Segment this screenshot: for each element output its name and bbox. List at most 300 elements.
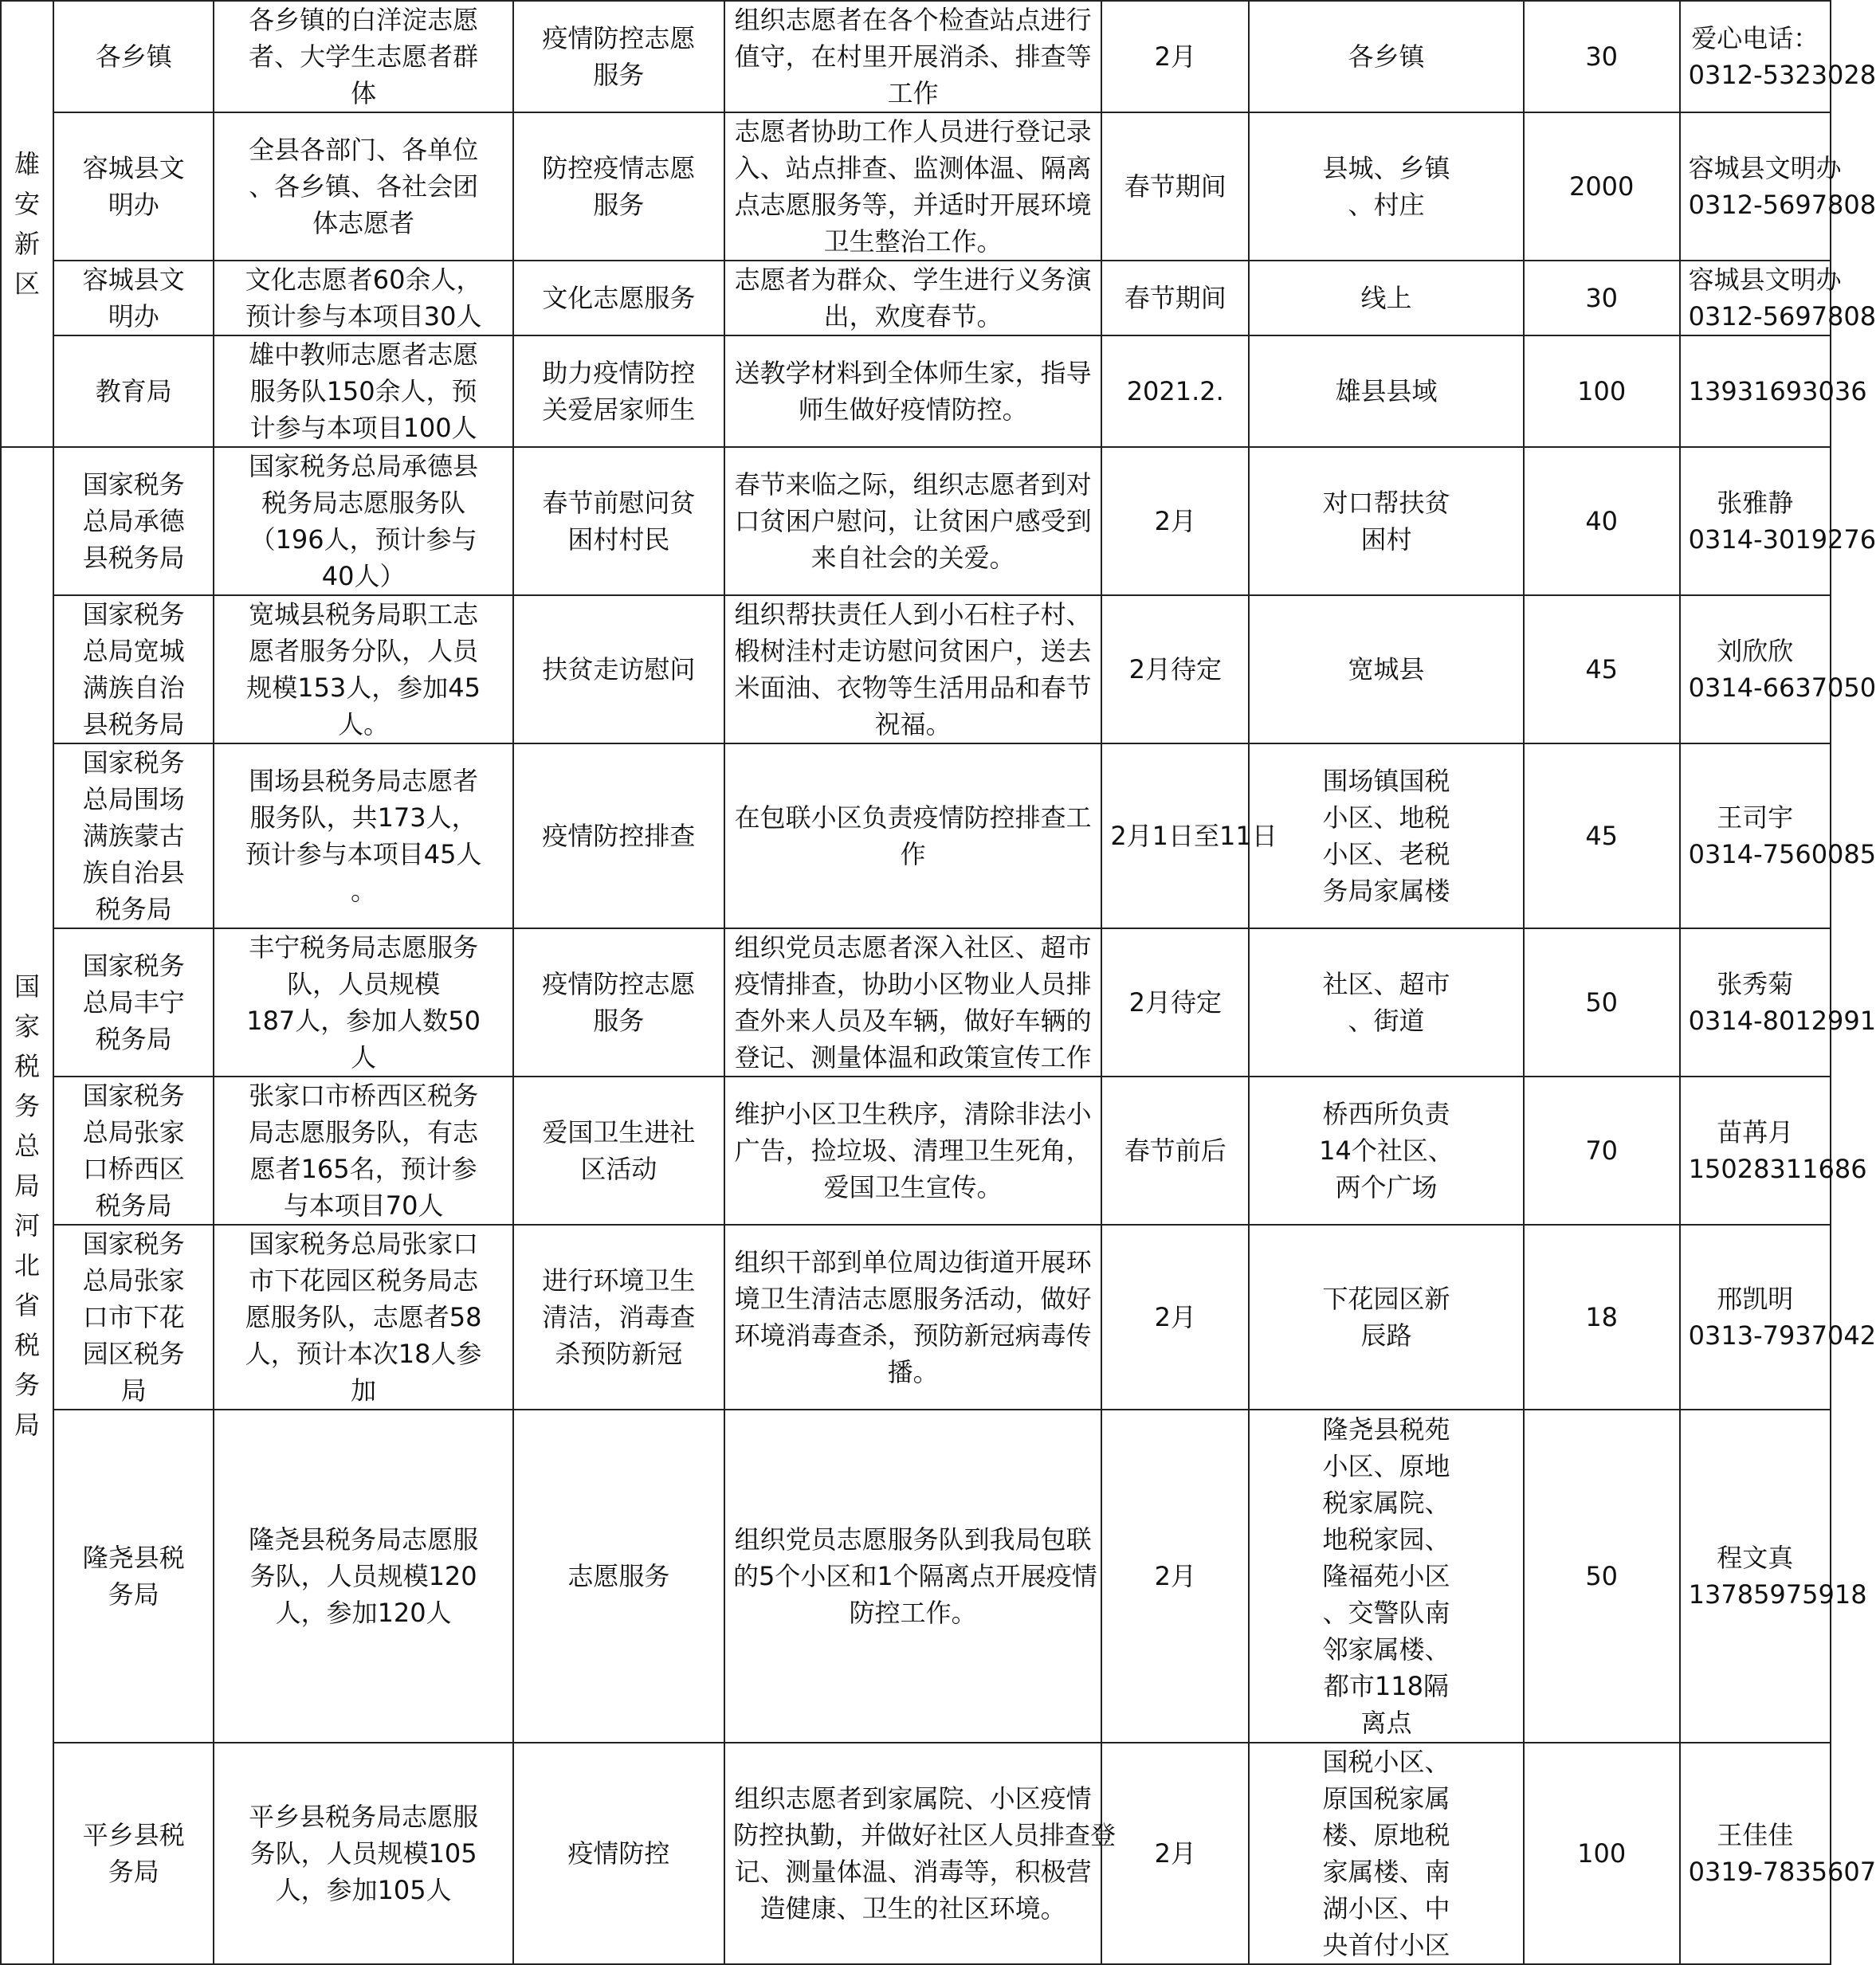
project-name-cell-line: 关爱居家师生 <box>542 394 696 425</box>
team-cell-line: 预计参与本项目30人 <box>245 301 482 331</box>
team-cell-line: 国家税务总局张家口 <box>249 1229 479 1259</box>
dept-cell <box>53 335 214 447</box>
dept-cell <box>53 1743 214 1964</box>
description-cell-line: 记、测量体温、消毒等，积极营 <box>734 1857 1092 1887</box>
project-name-cell <box>513 261 724 335</box>
project-name-cell-line: 疫情防控 <box>567 1838 670 1869</box>
project-name-cell-line: 防控疫情志愿 <box>542 153 696 183</box>
contact-cell-line: 程文真 <box>1717 1543 1794 1573</box>
team-cell-line: 加 <box>351 1375 377 1406</box>
dept-cell <box>53 1410 214 1743</box>
project-name-cell-line: 疫情防控排查 <box>542 821 696 851</box>
description-cell-line: 椴树洼村走访慰问贫困户，送去 <box>734 636 1092 666</box>
project-name-cell-line: 爱国卫生进社 <box>542 1117 696 1147</box>
team-cell-line: 局志愿服务队，有志 <box>249 1117 479 1147</box>
location-cell-line: 小区、原地 <box>1322 1451 1450 1481</box>
location-cell <box>1249 335 1524 447</box>
team-cell-line: 服务队150余人，预 <box>249 376 477 406</box>
location-cell-line: 原国税家属 <box>1322 1783 1450 1814</box>
location-cell-line: 小区、老税 <box>1322 839 1450 869</box>
project-name-cell-line: 疫情防控志愿 <box>542 969 696 999</box>
location-cell <box>1249 743 1524 928</box>
dept-cell <box>53 743 214 928</box>
contact-cell <box>1680 261 1876 335</box>
time-cell <box>1101 1 1249 112</box>
location-cell-line: 邻家属楼、 <box>1322 1634 1450 1665</box>
dept-cell-line: 族自治县 <box>82 857 185 888</box>
description-cell-line: 查外来人员及车辆，做好车辆的 <box>734 1006 1092 1036</box>
team-cell <box>214 595 512 743</box>
description-cell-line: 点志愿服务等，并适时开展环境 <box>734 190 1092 220</box>
team-cell-line: 人，预计本次18人参 <box>245 1339 482 1369</box>
project-name-cell <box>513 595 724 743</box>
time-cell-line: 2月 <box>1154 41 1196 72</box>
dept-cell-line: 平乡县税 <box>82 1820 185 1850</box>
table-row <box>1 1410 1831 1743</box>
volunteer-count-cell-value: 30 <box>1585 41 1619 72</box>
location-cell <box>1249 447 1524 595</box>
project-name-cell-line: 区活动 <box>580 1154 657 1184</box>
team-cell <box>214 335 512 447</box>
contact-cell-line: 张秀菊 <box>1717 969 1794 999</box>
location-cell-line: 楼、原地税 <box>1322 1820 1450 1850</box>
location-cell-line: 隆福苑小区 <box>1322 1561 1450 1591</box>
region-cell <box>1 447 53 1964</box>
description-cell-line: 造健康、卫生的社区环境。 <box>759 1893 1066 1924</box>
description-cell-line: 境卫生清洁志愿服务活动，做好 <box>734 1284 1092 1314</box>
project-name-cell-line: 助力疫情防控 <box>542 358 696 388</box>
dept-cell-line: 教育局 <box>95 376 172 406</box>
time-cell-line: 2月 <box>1154 1838 1196 1869</box>
time-cell <box>1101 743 1277 928</box>
team-cell <box>214 743 512 928</box>
dept-cell-line: 容城县文 <box>82 265 185 295</box>
volunteer-count-cell-value: 18 <box>1585 1302 1619 1332</box>
project-name-cell-line: 服务 <box>593 1006 645 1036</box>
description-cell-line: 组织志愿者在各个检查站点进行 <box>734 5 1092 35</box>
project-name-cell <box>513 447 724 595</box>
volunteer-count-cell-value: 30 <box>1585 283 1619 313</box>
dept-cell-line: 容城县文 <box>82 153 185 183</box>
volunteer-count-cell <box>1524 1410 1680 1743</box>
contact-cell <box>1680 1410 1867 1743</box>
team-cell-line: 计参与本项目100人 <box>249 413 477 443</box>
contact-cell <box>1680 112 1876 261</box>
contact-cell-line: 王司宇 <box>1717 802 1794 833</box>
location-cell-line: 、村庄 <box>1348 190 1425 220</box>
contact-cell-line: 0319-7835607 <box>1688 1857 1876 1887</box>
team-cell-line: （196人，预计参与 <box>249 524 477 555</box>
time-cell <box>1101 928 1249 1077</box>
description-cell-line: 入、站点排查、监测体温、隔离 <box>734 153 1092 183</box>
description-cell <box>724 335 1101 447</box>
dept-cell-line: 国家税务 <box>82 599 185 630</box>
table-row <box>1 1077 1831 1225</box>
location-cell <box>1249 1225 1524 1410</box>
contact-cell <box>1680 1077 1867 1225</box>
location-cell <box>1249 1077 1524 1225</box>
time-cell <box>1101 1410 1249 1743</box>
team-cell-line: 全县各部门、各单位 <box>249 135 479 165</box>
table-body <box>1 1 1876 1964</box>
description-cell <box>724 1743 1117 1964</box>
description-cell-line: 卫生整治工作。 <box>823 226 1003 257</box>
location-cell-line: 县城、乡镇 <box>1322 153 1450 183</box>
description-cell <box>724 112 1101 261</box>
team-cell <box>214 112 512 261</box>
team-cell-line: 愿者165名，预计参 <box>249 1154 477 1184</box>
location-cell-line: 社区、超市 <box>1322 969 1450 999</box>
dept-cell-line: 国家税务 <box>82 1229 185 1259</box>
time-cell <box>1101 1077 1249 1225</box>
volunteer-count-cell-value: 45 <box>1585 821 1619 851</box>
description-cell-line: 组织志愿者到家属院、小区疫情 <box>734 1783 1092 1814</box>
location-cell-line: 宽城县 <box>1348 654 1425 684</box>
dept-cell-line: 口桥西区 <box>82 1154 185 1184</box>
location-cell-line: 税家属院、 <box>1322 1488 1450 1518</box>
time-cell <box>1101 112 1249 261</box>
description-cell <box>724 595 1101 743</box>
contact-cell-line: 0312-5323028 <box>1688 60 1876 90</box>
project-name-cell-line: 进行环境卫生 <box>542 1265 696 1296</box>
contact-cell-line: 0314-6637050 <box>1688 673 1876 703</box>
project-name-cell-line: 春节前慰问贫 <box>542 488 696 518</box>
team-cell-line: 40人） <box>321 561 406 591</box>
dept-cell-line: 税务局 <box>95 1024 172 1054</box>
table-row <box>1 447 1831 595</box>
dept-cell-line: 国家税务 <box>82 1081 185 1111</box>
description-cell-line: 疫情排查，协助小区物业人员排 <box>734 969 1092 999</box>
description-cell-line: 播。 <box>887 1357 939 1387</box>
contact-cell-line: 王佳佳 <box>1717 1820 1794 1850</box>
contact-cell-line: 13785975918 <box>1688 1579 1867 1610</box>
location-cell-line: 两个广场 <box>1335 1172 1438 1202</box>
team-cell-line: 规模153人，参加45 <box>246 673 481 703</box>
location-cell-line: 国税小区、 <box>1322 1747 1450 1777</box>
team-cell-line: 丰宁税务局志愿服务 <box>249 932 479 963</box>
contact-cell-line: 苗苒月 <box>1717 1117 1794 1147</box>
description-cell-line: 组织干部到单位周边街道开展环 <box>734 1247 1092 1277</box>
location-cell-line: 桥西所负责 <box>1322 1099 1450 1129</box>
table-row <box>1 112 1831 261</box>
description-cell-line: 志愿者为群众、学生进行义务演 <box>734 265 1092 295</box>
description-cell-line: 爱国卫生宣传。 <box>823 1172 1003 1202</box>
dept-cell-line: 局 <box>120 1375 147 1406</box>
location-cell <box>1249 261 1524 335</box>
dept-cell-line: 国家税务 <box>82 951 185 981</box>
volunteer-count-cell-value: 45 <box>1585 654 1619 684</box>
description-cell-line: 祝福。 <box>874 709 952 739</box>
project-name-cell <box>513 335 724 447</box>
team-cell-line: 者、大学生志愿者群 <box>249 41 479 72</box>
contact-cell <box>1680 447 1876 595</box>
location-cell-line: 对口帮扶贫 <box>1322 488 1450 518</box>
location-cell <box>1249 595 1524 743</box>
dept-cell-line: 总局围场 <box>82 784 185 814</box>
time-cell-line: 春节期间 <box>1124 283 1226 313</box>
project-name-cell-line: 杀预防新冠 <box>555 1339 683 1369</box>
dept-cell-line: 县税务局 <box>82 543 185 573</box>
dept-cell <box>53 595 214 743</box>
description-cell <box>724 1077 1101 1225</box>
team-cell-line: 187人，参加人数50 <box>246 1006 481 1036</box>
table-row <box>1 1 1831 112</box>
description-cell-line: 防控工作。 <box>849 1598 977 1628</box>
project-name-cell <box>513 1743 724 1964</box>
project-name-cell-line: 困村村民 <box>567 524 670 555</box>
location-cell-line: 家属楼、南 <box>1322 1857 1450 1887</box>
location-cell <box>1249 928 1524 1077</box>
team-cell-line: 围场县税务局志愿者 <box>249 766 479 796</box>
team-cell-line: 预计参与本项目45人 <box>245 839 482 869</box>
volunteer-count-cell <box>1524 743 1680 928</box>
dept-cell-line: 税务局 <box>95 1190 172 1221</box>
description-cell-line: 来自社会的关爱。 <box>810 543 1015 573</box>
region-label: 雄 安 新 区 <box>14 149 41 299</box>
team-cell <box>214 928 512 1077</box>
team-cell-line: 服务队，共173人， <box>249 802 477 833</box>
volunteer-count-cell-value: 70 <box>1585 1135 1619 1166</box>
location-cell <box>1249 1410 1524 1743</box>
volunteer-count-cell <box>1524 595 1680 743</box>
project-name-cell-line: 扶贫走访慰问 <box>542 654 696 684</box>
team-cell-line: 愿服务队，志愿者58 <box>245 1302 482 1332</box>
description-cell-line: 送教学材料到全体师生家，指导 <box>734 358 1092 388</box>
volunteer-count-cell <box>1524 1 1680 112</box>
description-cell-line: 出，欢度春节。 <box>823 301 1003 331</box>
description-cell-line: 作 <box>900 839 926 869</box>
dept-cell-line: 总局丰宁 <box>82 987 185 1018</box>
description-cell <box>724 928 1101 1077</box>
location-cell-line: 、交警队南 <box>1322 1598 1450 1628</box>
contact-cell-line: 爱心电话： <box>1691 23 1819 53</box>
dept-cell-line: 明办 <box>108 301 159 331</box>
dept-cell <box>53 1077 214 1225</box>
description-cell-line: 志愿者协助工作人员进行登记录 <box>734 116 1092 147</box>
location-cell <box>1249 1 1524 112</box>
description-cell <box>724 1410 1101 1743</box>
volunteer-count-cell-value: 50 <box>1585 1561 1619 1591</box>
contact-cell <box>1680 1743 1876 1964</box>
dept-cell <box>53 261 214 335</box>
team-cell-line: 文化志愿者60余人， <box>245 265 482 295</box>
description-cell-line: 值守，在村里开展消杀、排查等 <box>734 41 1092 72</box>
contact-cell-line: 0314-7560085 <box>1688 839 1876 869</box>
description-cell-line: 在包联小区负责疫情防控排查工 <box>734 802 1092 833</box>
contact-cell-line: 0313-7937042 <box>1688 1320 1876 1351</box>
team-cell-line: 体 <box>351 78 377 108</box>
team-cell-line: 国家税务总局承德县 <box>249 451 479 481</box>
description-cell-line: 工作 <box>887 78 939 108</box>
volunteer-count-cell <box>1524 335 1680 447</box>
time-cell-line: 春节前后 <box>1124 1135 1226 1166</box>
volunteer-count-cell <box>1524 447 1680 595</box>
table-row <box>1 1743 1831 1964</box>
dept-cell-line: 总局承德 <box>82 506 185 536</box>
contact-cell-line: 13931693036 <box>1688 376 1867 406</box>
dept-cell-line: 总局张家 <box>82 1265 185 1296</box>
time-cell-line: 2月待定 <box>1128 987 1222 1018</box>
team-cell <box>214 261 512 335</box>
team-cell <box>214 1410 512 1743</box>
team-cell-line: 与本项目70人 <box>283 1190 444 1221</box>
location-cell-line: 离点 <box>1360 1708 1412 1738</box>
dept-cell <box>53 1225 214 1410</box>
dept-cell <box>53 112 214 261</box>
dept-cell-line: 总局宽城 <box>82 636 185 666</box>
contact-cell <box>1680 928 1876 1077</box>
time-cell <box>1101 595 1249 743</box>
team-cell-line: 务队，人员规模120 <box>249 1561 477 1591</box>
team-cell-line: 愿者服务分队，人员 <box>249 636 479 666</box>
contact-cell-line: 刘欣欣 <box>1717 636 1794 666</box>
dept-cell-line: 国家税务 <box>82 469 185 500</box>
team-cell <box>214 447 512 595</box>
volunteer-count-cell <box>1524 1743 1680 1964</box>
dept-cell-line: 总局张家 <box>82 1117 185 1147</box>
table-row <box>1 928 1831 1077</box>
dept-cell-line: 明办 <box>108 190 159 220</box>
location-cell-line: 小区、地税 <box>1322 802 1450 833</box>
table-row <box>1 595 1831 743</box>
description-cell-line: 的5个小区和1个隔离点开展疫情 <box>733 1561 1097 1591</box>
location-cell-line: 各乡镇 <box>1348 41 1425 72</box>
description-cell-line: 口贫困户慰问，让贫困户感受到 <box>734 506 1092 536</box>
contact-cell-line: 容城县文明办 <box>1688 153 1842 183</box>
contact-cell-line: 容城县文明办 <box>1688 265 1842 295</box>
volunteer-count-cell <box>1524 1225 1680 1410</box>
volunteer-count-cell <box>1524 261 1680 335</box>
table-row <box>1 1225 1831 1410</box>
project-name-cell <box>513 928 724 1077</box>
team-cell-line: 队，人员规模 <box>287 969 441 999</box>
contact-cell-line: 0314-3019276 <box>1688 524 1876 555</box>
team-cell <box>214 1 512 112</box>
time-cell <box>1101 261 1249 335</box>
dept-cell-line: 隆尧县税 <box>82 1543 185 1573</box>
description-cell-line: 维护小区卫生秩序，清除非法小 <box>734 1099 1092 1129</box>
location-cell-line: 、街道 <box>1348 1006 1425 1036</box>
time-cell-line: 2月 <box>1154 1561 1196 1591</box>
contact-cell-line: 15028311686 <box>1688 1154 1867 1184</box>
project-name-cell <box>513 112 724 261</box>
contact-cell <box>1680 1 1876 112</box>
team-cell-line: 雄中教师志愿者志愿 <box>249 339 479 370</box>
contact-cell-line: 0312-5697808 <box>1688 301 1876 331</box>
time-cell-line: 2月 <box>1154 506 1196 536</box>
team-cell-line: 人，参加105人 <box>275 1875 452 1905</box>
table-row <box>1 261 1831 335</box>
contact-cell <box>1680 743 1876 928</box>
dept-cell <box>53 928 214 1077</box>
volunteer-count-cell-value: 100 <box>1577 376 1627 406</box>
contact-cell-line: 邢凯明 <box>1717 1284 1794 1314</box>
description-cell-line: 登记、测量体温和政策宣传工作 <box>734 1042 1092 1073</box>
location-cell-line: 线上 <box>1360 283 1412 313</box>
volunteer-count-cell-value: 100 <box>1577 1838 1627 1869</box>
project-name-cell <box>513 1 724 112</box>
dept-cell-line: 县税务局 <box>82 709 185 739</box>
table-row <box>1 743 1831 928</box>
description-cell-line: 米面油、衣物等生活用品和春节 <box>734 673 1092 703</box>
dept-cell-line: 税务局 <box>95 894 172 924</box>
team-cell <box>214 1743 512 1964</box>
location-cell-line: 辰路 <box>1360 1320 1412 1351</box>
team-cell-line: 。 <box>351 876 377 906</box>
dept-cell-line: 园区税务 <box>82 1339 185 1369</box>
contact-cell <box>1680 595 1876 743</box>
team-cell-line: 张家口市桥西区税务 <box>249 1081 479 1111</box>
project-name-cell <box>513 1225 724 1410</box>
team-cell <box>214 1225 512 1410</box>
team-cell-line: 体志愿者 <box>312 208 415 238</box>
team-cell-line: 平乡县税务局志愿服 <box>249 1802 479 1832</box>
time-cell <box>1101 335 1249 447</box>
project-name-cell <box>513 743 724 928</box>
team-cell-line: 市下花园区税务局志 <box>249 1265 479 1296</box>
team-cell-line: 税务局志愿服务队 <box>261 488 466 518</box>
contact-cell-line: 0314-8012991 <box>1688 1006 1876 1036</box>
description-cell-line: 组织党员志愿者深入社区、超市 <box>734 932 1092 963</box>
description-cell <box>724 261 1101 335</box>
description-cell <box>724 1 1101 112</box>
description-cell-line: 组织帮扶责任人到小石柱子村、 <box>734 599 1092 630</box>
team-cell-line: 务队，人员规模105 <box>249 1838 477 1869</box>
time-cell-line: 2月1日至11日 <box>1110 821 1277 851</box>
project-name-cell <box>513 1077 724 1225</box>
dept-cell-line: 务局 <box>108 1857 159 1887</box>
project-name-cell-line: 服务 <box>593 60 645 90</box>
location-cell-line: 湖小区、中 <box>1322 1893 1450 1924</box>
volunteer-count-cell <box>1524 1077 1680 1225</box>
team-cell-line: 隆尧县税务局志愿服 <box>249 1524 479 1555</box>
dept-cell-line: 口市下花 <box>82 1302 185 1332</box>
time-cell <box>1101 1225 1249 1410</box>
team-cell-line: 各乡镇的白洋淀志愿 <box>249 5 479 35</box>
volunteer-count-cell <box>1524 928 1680 1077</box>
team-cell-line: 人 <box>351 1042 377 1073</box>
volunteer-count-cell-value: 40 <box>1585 506 1619 536</box>
location-cell-line: 困村 <box>1360 524 1412 555</box>
region-cell <box>1 1 53 447</box>
project-name-cell-line: 文化志愿服务 <box>542 283 696 313</box>
location-cell <box>1249 1743 1524 1964</box>
location-cell-line: 都市118隔 <box>1323 1671 1450 1701</box>
time-cell-line: 2021.2. <box>1126 376 1224 406</box>
description-cell-line: 组织党员志愿服务队到我局包联 <box>734 1524 1092 1555</box>
region-label: 国 家 税 务 总 局 河 北 省 税 务 局 <box>14 971 41 1440</box>
contact-cell-line: 0312-5697808 <box>1688 190 1876 220</box>
description-cell <box>724 1225 1101 1410</box>
dept-cell-line: 国家税务 <box>82 747 185 778</box>
location-cell-line: 围场镇国税 <box>1322 766 1450 796</box>
dept-cell-line: 满族自治 <box>82 673 185 703</box>
location-cell-line: 隆尧县税苑 <box>1322 1414 1450 1445</box>
time-cell-line: 2月 <box>1154 1302 1196 1332</box>
team-cell-line: 、各乡镇、各社会团 <box>249 171 479 202</box>
team-cell-line: 人。 <box>338 709 390 739</box>
project-name-cell-line: 清洁，消毒查 <box>542 1302 696 1332</box>
location-cell-line: 央首付小区 <box>1322 1930 1450 1960</box>
description-cell <box>724 447 1101 595</box>
project-name-cell-line: 疫情防控志愿 <box>542 23 696 53</box>
dept-cell-line: 满族蒙古 <box>82 821 185 851</box>
location-cell <box>1249 112 1524 261</box>
volunteer-count-cell <box>1524 112 1680 261</box>
time-cell <box>1101 1743 1249 1964</box>
location-cell-line: 务局家属楼 <box>1322 876 1450 906</box>
volunteer-count-cell-value: 2000 <box>1568 171 1635 202</box>
